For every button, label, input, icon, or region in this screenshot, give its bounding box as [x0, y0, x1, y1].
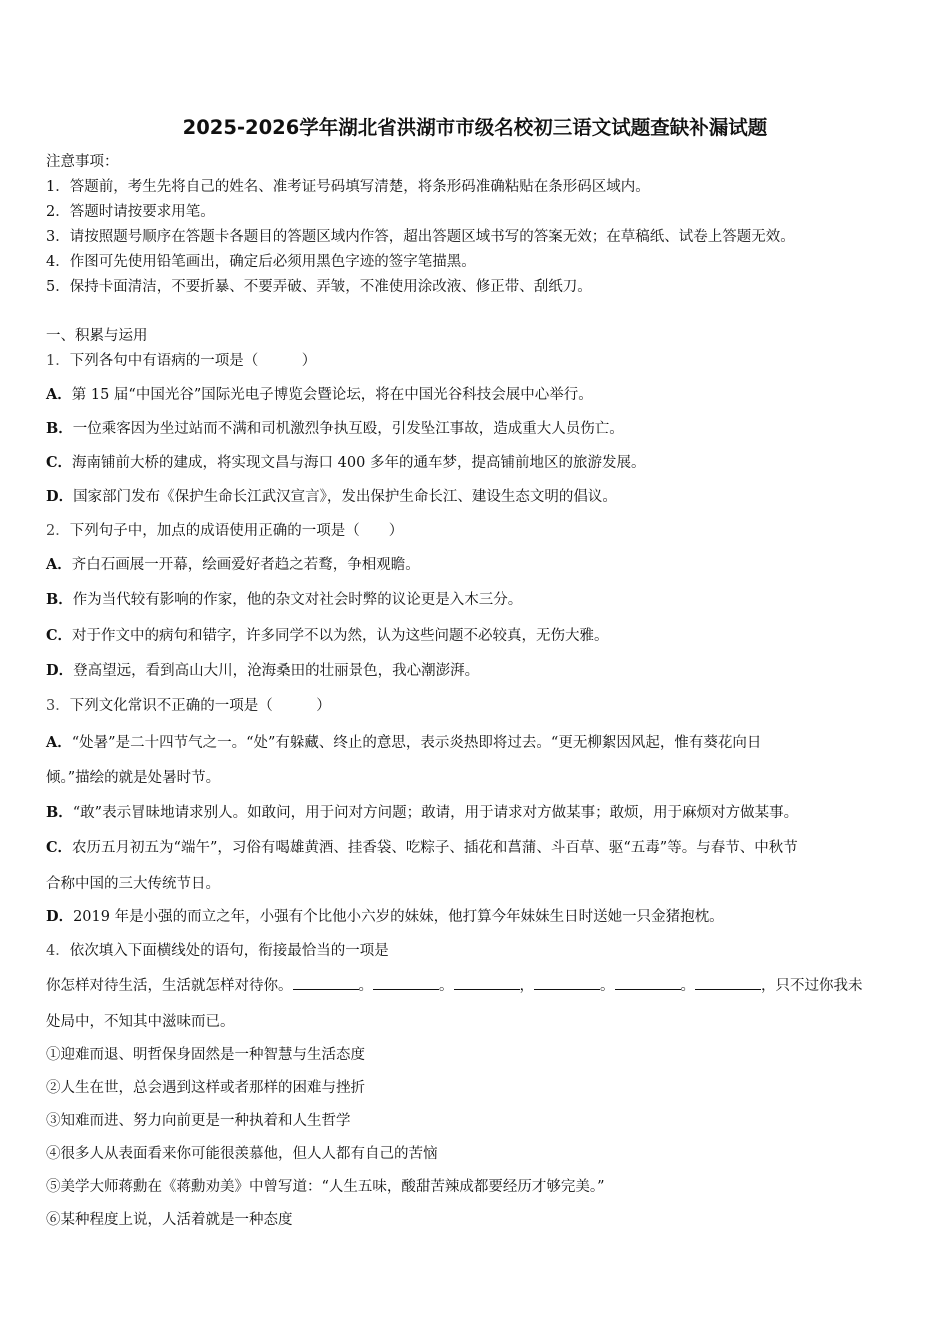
option-label: A．	[46, 556, 72, 573]
question-stem: 下列句子中，加点的成语使用正确的一项是（ ）	[69, 523, 404, 539]
passage-end: 只不过你我未	[775, 978, 863, 994]
option-text: “敢”表示冒昧地请求别人。如敢问，用于问对方问题；敢请，用于请求对方做某事；敢烦，用于麻烦对方做某事。	[72, 805, 799, 821]
q4-item-6: ⑥某种程度上说，人活着就是一种态度	[46, 1212, 293, 1228]
question-stem: 下列文化常识不正确的一项是（ ）	[69, 698, 331, 714]
q4-item-3: ③知难而进、努力向前更是一种执着和人生哲学	[46, 1113, 351, 1129]
question-1	[46, 351, 316, 371]
q2-option-a	[46, 555, 420, 575]
punct-4: 。	[600, 978, 615, 994]
punct-5: 。	[680, 978, 695, 994]
question-3	[46, 696, 331, 716]
section-heading: 一、积累与运用	[46, 328, 148, 344]
q1-option-d	[46, 487, 617, 507]
q1-option-a	[46, 385, 593, 405]
option-text: 农历五月初五为“端午”，习俗有喝雄黄酒、挂香袋、吃粽子、插花和菖蒲、斗百草、驱“五毒”等。与春节、中秋节	[72, 840, 798, 856]
question-stem: 依次填入下面横线处的语句，衔接最恰当的一项是	[69, 943, 389, 959]
option-label: D．	[46, 488, 74, 505]
option-text: 国家部门发布《保护生命长江武汉宣言》，发出保护生命长江、建设生态文明的倡议。	[73, 489, 617, 505]
fill-blank-4	[534, 975, 600, 990]
punct-3: ，	[519, 978, 534, 994]
option-text: 海南铺前大桥的建成，将实现文昌与海口 400 多年的通车梦，提高铺前地区的旅游发展。	[72, 455, 646, 471]
q2-option-c	[46, 626, 609, 646]
q4-item-2: ②人生在世，总会遇到这样或者那样的困难与挫折	[46, 1080, 365, 1096]
notice-item-1: 1．答题前，考生先将自己的姓名、准考证号码填写清楚，将条形码准确粘贴在条形码区域内。	[46, 179, 650, 195]
punct-6: ，	[761, 978, 776, 994]
q4-passage	[46, 975, 863, 996]
notice-item-4: 4．作图可先使用铅笔画出，确定后必须用黑色字迹的签字笔描黑。	[46, 254, 476, 270]
fill-blank-1	[293, 975, 359, 990]
passage-start: 你怎样对待生活，生活就怎样对待你。	[46, 978, 293, 994]
q3-option-a	[46, 733, 761, 753]
q2-option-b	[46, 590, 522, 610]
page-title: 2025-2026学年湖北省洪湖市市级名校初三语文试题查缺补漏试题	[182, 116, 768, 139]
option-label: A．	[46, 734, 72, 751]
option-text: 2019 年是小强的而立之年，小强有个比他小六岁的妹妹，他打算今年妹妹生日时送她一只金猪抱枕。	[73, 909, 724, 925]
question-2	[46, 521, 403, 541]
notice-heading: 注意事项：	[46, 154, 119, 170]
option-text: 齐白石画展一开幕，绘画爱好者趋之若鹜，争相观瞻。	[71, 557, 420, 573]
notice-item-5: 5．保持卡面清洁，不要折暴、不要弄破、弄皱，不准使用涂改液、修正带、刮纸刀。	[46, 279, 592, 295]
option-label: C．	[46, 454, 73, 471]
fill-blank-2	[373, 975, 439, 990]
q4-item-5: ⑤美学大师蒋勳在《蒋勳劝美》中曾写道：“人生五味，酸甜苦辣成都要经历才够完美。”	[46, 1179, 605, 1195]
punct-1: 。	[358, 978, 373, 994]
q4-item-4: ④很多人从表面看来你可能很羡慕他，但人人都有自己的苦恼	[46, 1146, 438, 1162]
option-text: “处暑”是二十四节气之一。“处”有躲藏、终止的意思，表示炎热即将过去。“更无柳絮因风起，惟有葵花向日	[71, 735, 762, 751]
option-label: D．	[46, 662, 74, 679]
option-text: 作为当代较有影响的作家，他的杂文对社会时弊的议论更是入木三分。	[72, 592, 523, 608]
question-4	[46, 941, 389, 961]
q3-option-d	[46, 907, 724, 927]
question-number: 1．	[46, 353, 70, 369]
q1-option-c	[46, 453, 645, 473]
question-number: 3．	[46, 698, 70, 714]
option-text: 登高望远，看到高山大川，沧海桑田的壮丽景色，我心潮澎湃。	[73, 663, 480, 679]
option-label: A．	[46, 386, 72, 403]
q3-option-a-cont: 倾。”描绘的就是处暑时节。	[46, 770, 221, 786]
punct-2: 。	[439, 978, 454, 994]
notice-item-2: 2．答题时请按要求用笔。	[46, 204, 215, 220]
question-stem: 下列各句中有语病的一项是（ ）	[69, 353, 317, 369]
option-text: 第 15 届“中国光谷”国际光电子博览会暨论坛，将在中国光谷科技会展中心举行。	[71, 387, 593, 403]
option-label: B．	[46, 804, 73, 821]
notice-item-3: 3．请按照题号顺序在答题卡各题目的答题区域内作答，超出答题区域书写的答案无效；在草稿纸、试卷上答题无效。	[46, 229, 795, 245]
option-text: 对于作文中的病句和错字，许多同学不以为然，认为这些问题不必较真，无伤大雅。	[72, 628, 609, 644]
q3-option-c	[46, 838, 798, 858]
fill-blank-5	[615, 975, 681, 990]
option-label: D．	[46, 908, 74, 925]
q3-option-c-cont: 合称中国的三大传统节日。	[46, 876, 220, 892]
option-label: C．	[46, 627, 73, 644]
question-number: 4．	[46, 943, 70, 959]
q1-option-b	[46, 419, 624, 439]
option-label: B．	[46, 591, 73, 608]
q4-item-1: ①迎难而退、明哲保身固然是一种智慧与生活态度	[46, 1047, 365, 1063]
option-text: 一位乘客因为坐过站而不满和司机激烈争执互殴，引发坠江事故，造成重大人员伤亡。	[72, 421, 624, 437]
option-label: B．	[46, 420, 73, 437]
question-number: 2．	[46, 523, 70, 539]
q2-option-d	[46, 661, 479, 681]
fill-blank-6	[695, 975, 761, 990]
q3-option-b	[46, 803, 798, 823]
q4-passage-cont: 处局中，不知其中滋味而已。	[46, 1014, 235, 1030]
fill-blank-3	[454, 975, 520, 990]
option-label: C．	[46, 839, 73, 856]
